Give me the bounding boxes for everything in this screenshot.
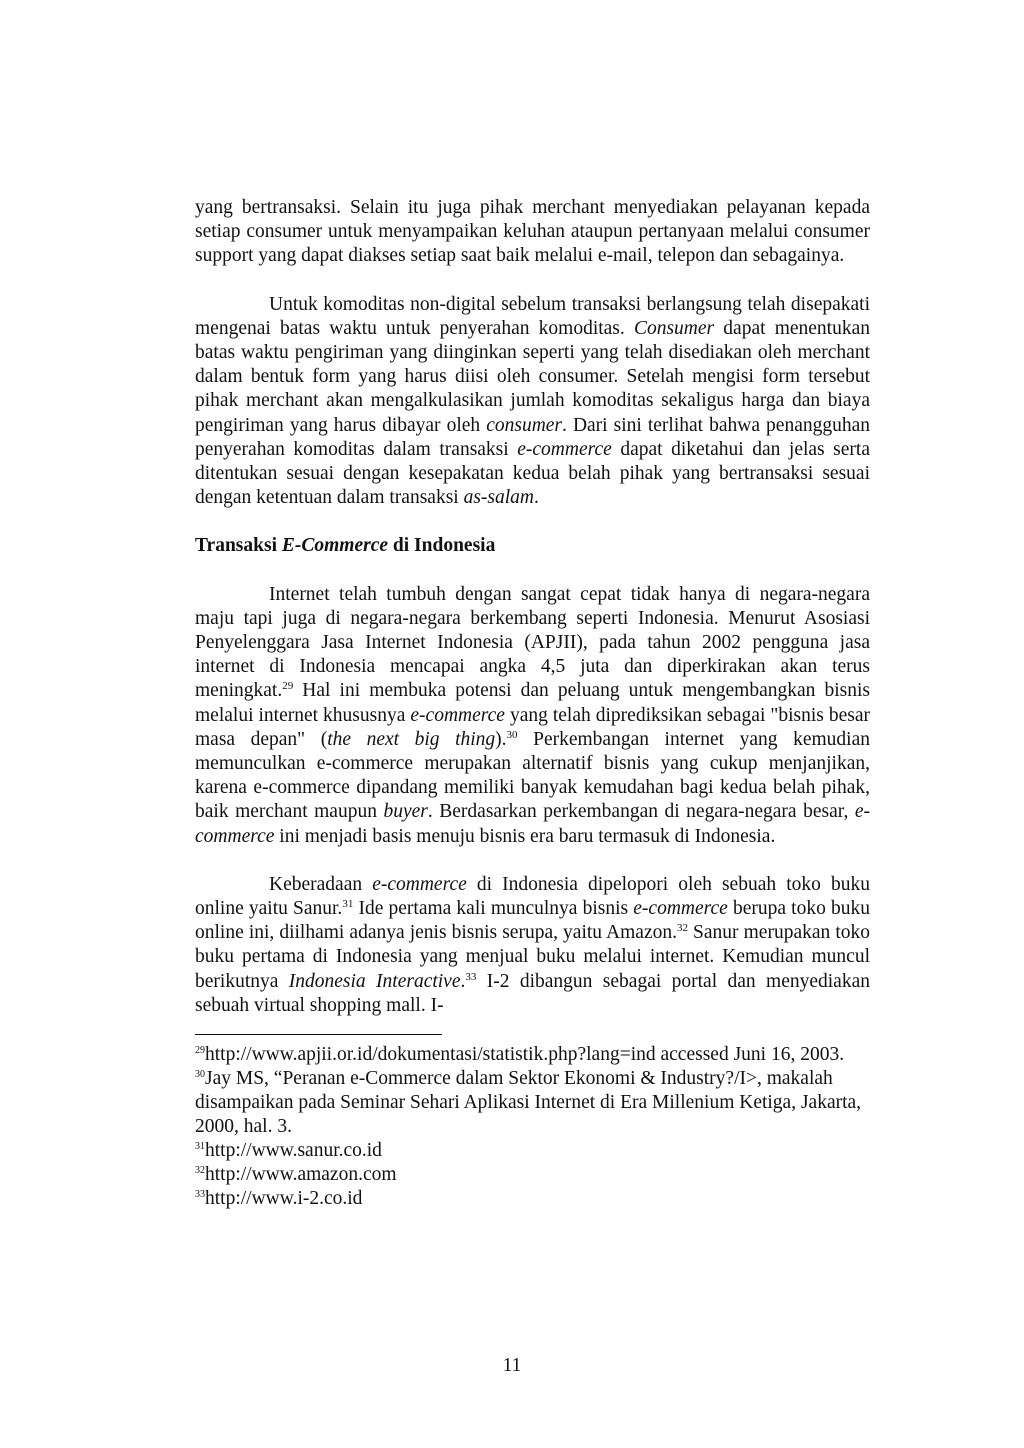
- footnote-divider: [195, 1034, 442, 1035]
- paragraph-2: Untuk komoditas non-digital sebelum transaksi berlangsung telah disepakati mengenai batas waktu untuk penyerahan komoditas. Consumer dapat menentukan batas waktu pengiriman yang diinginkan seperti yang telah disediakan oleh merchant dalam bentuk form yang harus diisi oleh consumer. Setelah mengisi form tersebut pihak merchant akan mengalkulasikan jumlah komoditas sekaligus harga dan biaya pengiriman yang harus dibayar oleh consumer. Dari sini terlihat bahwa penangguhan penyerahan komoditas dalam transaksi e-commerce dapat diketahui dan jelas serta ditentukan sesuai dengan kesepakatan kedua belah pihak yang bertransaksi sesuai dengan ketentuan dalam transaksi as-salam.: [195, 293, 871, 509]
- footnotes: [195, 1043, 870, 1211]
- footnote-31: $^{31}$http://www.sanur.co.id: [195, 1140, 382, 1162]
- footnote-text[interactable]: http://www.amazon.com: [205, 1164, 397, 1186]
- footnote-text: Jay MS, “Peranan e-Commerce dalam Sektor Ekonomi & Industry?/I>, makalah disampaikan pada Seminar Sehari Aplikasi Internet di Era Millenium Ketiga, Jakarta, 2000, hal. 3.: [195, 1068, 862, 1138]
- footnote-33: $^{33}$http://www.i-2.co.id: [195, 1188, 363, 1210]
- paragraph-4: Keberadaan e-commerce di Indonesia dipelopori oleh sebuah toko buku online yaitu Sanur.$^{31}$ Ide pertama kali munculnya bisnis e-commerce berupa toko buku online ini, diilhami adanya jenis bisnis serupa, yaitu Amazon.$^{32}$ Sanur merupakan toko buku pertama di Indonesia yang menjual buku melalui internet. Kemudian muncul berikutnya Indonesia Interactive.$^{33}$ I-2 dibangun sebagai portal dan menyediakan sebuah virtual shopping mall. I-: [195, 873, 870, 1016]
- footnote-ref-31[interactable]: 31: [342, 898, 354, 911]
- footnote-ref-33[interactable]: 33: [465, 970, 477, 983]
- page-number: 11: [502, 1355, 522, 1376]
- footnote-text[interactable]: http://www.i-2.co.id: [205, 1188, 363, 1210]
- footnote-30: $^{30}$Jay MS, “Peranan e-Commerce dalam Sektor Ekonomi & Industry?/I>, makalah disampaikan pada Seminar Sehari Aplikasi Internet di Era Millenium Ketiga, Jakarta, 2000, hal. 3.: [195, 1068, 862, 1138]
- document-page: [195, 196, 870, 1211]
- footnote-29: $^{29}$http://www.apjii.or.id/dokumentasi/statistik.php?lang=ind accessed Juni 16, 2003.: [195, 1044, 845, 1066]
- footnote-ref-29[interactable]: 29: [282, 680, 294, 693]
- section-heading: Transaksi E-Commerce di Indonesia: [195, 535, 496, 557]
- footnote-text[interactable]: http://www.apjii.or.id/dokumentasi/statistik.php?lang=ind accessed Juni 16, 2003.: [205, 1044, 845, 1066]
- footnote-text[interactable]: http://www.sanur.co.id: [205, 1140, 382, 1162]
- footnote-ref-30[interactable]: 30: [506, 728, 518, 741]
- paragraph-3: Internet telah tumbuh dengan sangat cepat tidak hanya di negara-negara maju tapi juga di negara-negara berkembang seperti Indonesia. Menurut Asosiasi Penyelenggara Jasa Internet Indonesia (APJII), pada tahun 2002 pengguna jasa internet di Indonesia mencapai angka 4,5 juta dan diperkirakan akan terus meningkat.$^{29}$ Hal ini membuka potensi dan peluang untuk mengembangkan bisnis melalui internet khususnya e-commerce yang telah diprediksikan sebagai "bisnis besar masa depan" (the next big thing).$^{30}$ Perkembangan internet yang kemudian memunculkan e-commerce merupakan alternatif bisnis yang cukup menjanjikan, karena e-commerce dipandang memiliki banyak kemudahan bagi kedua belah pihak, baik merchant maupun buyer. Berdasarkan perkembangan di negara-negara besar, e-commerce ini menjadi basis menuju bisnis era baru termasuk di Indonesia.: [195, 583, 870, 847]
- footnote-32: $^{32}$http://www.amazon.com: [195, 1164, 397, 1186]
- paragraph-1: yang bertransaksi. Selain itu juga pihak merchant menyediakan pelayanan kepada setiap consumer untuk menyampaikan keluhan ataupun pertanyaan melalui consumer support yang dapat diakses setiap saat baik melalui e-mail, telepon dan sebagainya.: [195, 197, 870, 267]
- footnote-ref-32[interactable]: 32: [676, 922, 688, 935]
